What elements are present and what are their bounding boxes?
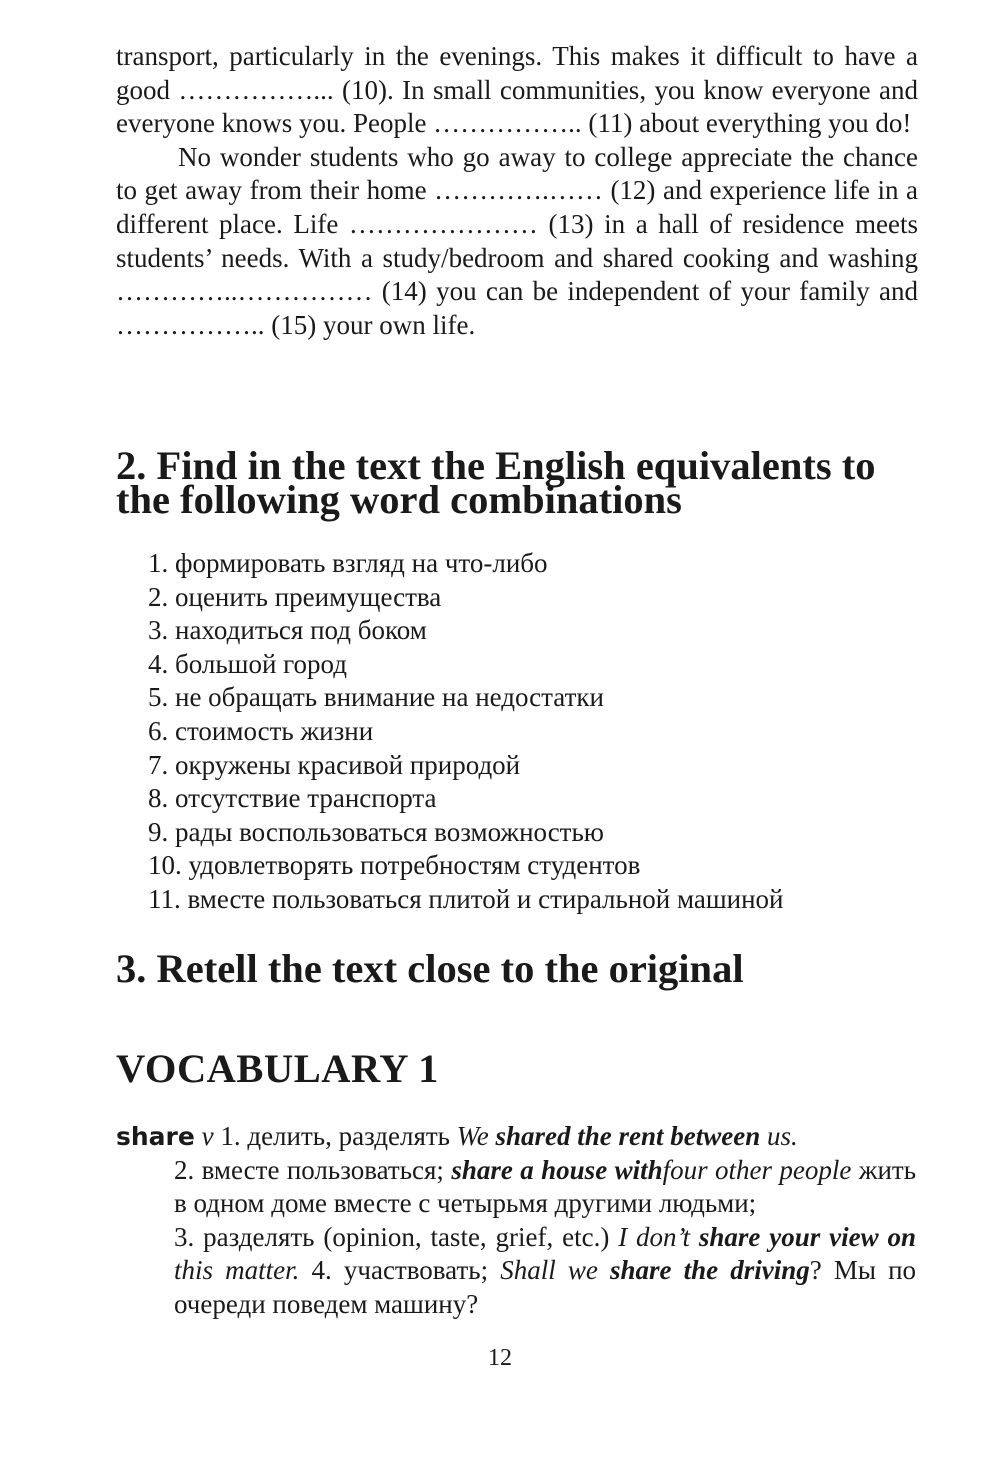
list-item: 5. не обращать внимание на недостатки (148, 682, 604, 713)
list-item: 1. формировать взгляд на что-либо (148, 548, 548, 578)
entry-headword: share (116, 1122, 195, 1151)
entry-sense-1: 1. делить, разделять (220, 1121, 450, 1151)
list-item: 4. большой город (148, 648, 348, 679)
entry-sense-2: 2. вместе пользоваться; (174, 1154, 444, 1185)
list-item: 9. рады воспользоваться возможностью (148, 816, 604, 847)
entry-example-4a: Shall we (500, 1255, 598, 1286)
entry-example-3c: this matter. (174, 1255, 300, 1286)
list-item: 8. отсутствие транспорта (148, 783, 437, 814)
entry-sense-2-block (174, 1154, 916, 1221)
entry-body (116, 1154, 916, 1322)
entry-example-1a: We (456, 1121, 489, 1151)
entry-example-1c: us. (767, 1121, 798, 1151)
entry-example-2b: four other people (662, 1154, 852, 1185)
vocabulary-heading: VOCABULARY 1 (116, 1046, 439, 1091)
entry-translation-2: жить в одном доме вместе с четырьмя другими людьми; (174, 1154, 917, 1219)
reading-paragraph: No wonder students who go away to college appreciate the chance to get away from their home ………….…… (12) and experience life in a different place. Life ………………… (13) in a hall of residence meets students’ needs. With a study/bedroom and shared cooking and washing …………..…………… (14) you can be independent of your family and …………….. (15) your own life. (116, 141, 918, 340)
entry-translation-4: Мы по очереди поведем машину? (174, 1255, 917, 1319)
entry-sense-4: 4. участвовать; (311, 1255, 489, 1286)
entry-example-2a: share a house with (451, 1154, 663, 1185)
page-number: 12 (488, 1345, 512, 1371)
entry-example-3a: I don’t (618, 1221, 691, 1252)
exercise-2-list (148, 547, 784, 917)
entry-first-line (116, 1120, 918, 1154)
entry-example-1b: shared the rent between (495, 1121, 761, 1151)
list-item: 6. стоимость жизни (148, 715, 374, 746)
entry-example-4c: ? (809, 1255, 822, 1286)
entry-example-4b: share the driving (609, 1255, 810, 1286)
entry-sense-3-block (174, 1221, 916, 1322)
entry-sense-3: 3. разделять (opinion, taste, grief, etc.) (174, 1221, 610, 1252)
exercise-3-heading: 3. Retell the text close to the original (116, 946, 744, 991)
page-content (116, 40, 918, 1319)
entry-part-of-speech: v (201, 1121, 214, 1151)
list-item: 11. вместе пользоваться плитой и стиральной машиной (148, 883, 784, 914)
exercise-2-heading: 2. Find in the text the English equivalents to the following word combinations (116, 443, 876, 522)
list-item: 2. оценить преимущества (148, 581, 442, 612)
vocabulary-entry (116, 1120, 918, 1322)
list-item: 3. находиться под боком (148, 615, 427, 646)
reading-paragraph-continuation: transport, particularly in the evenings. This makes it difficult to have a good ……………... (10). In small communities, you know everyone and everyone knows you. People …………….. (11) about everything you do! (116, 41, 918, 139)
list-item: 10. удовлетворять потребностям студентов (148, 850, 641, 881)
list-item: 7. окружены красивой природой (148, 749, 521, 780)
entry-example-3b: share your view on (698, 1221, 916, 1252)
